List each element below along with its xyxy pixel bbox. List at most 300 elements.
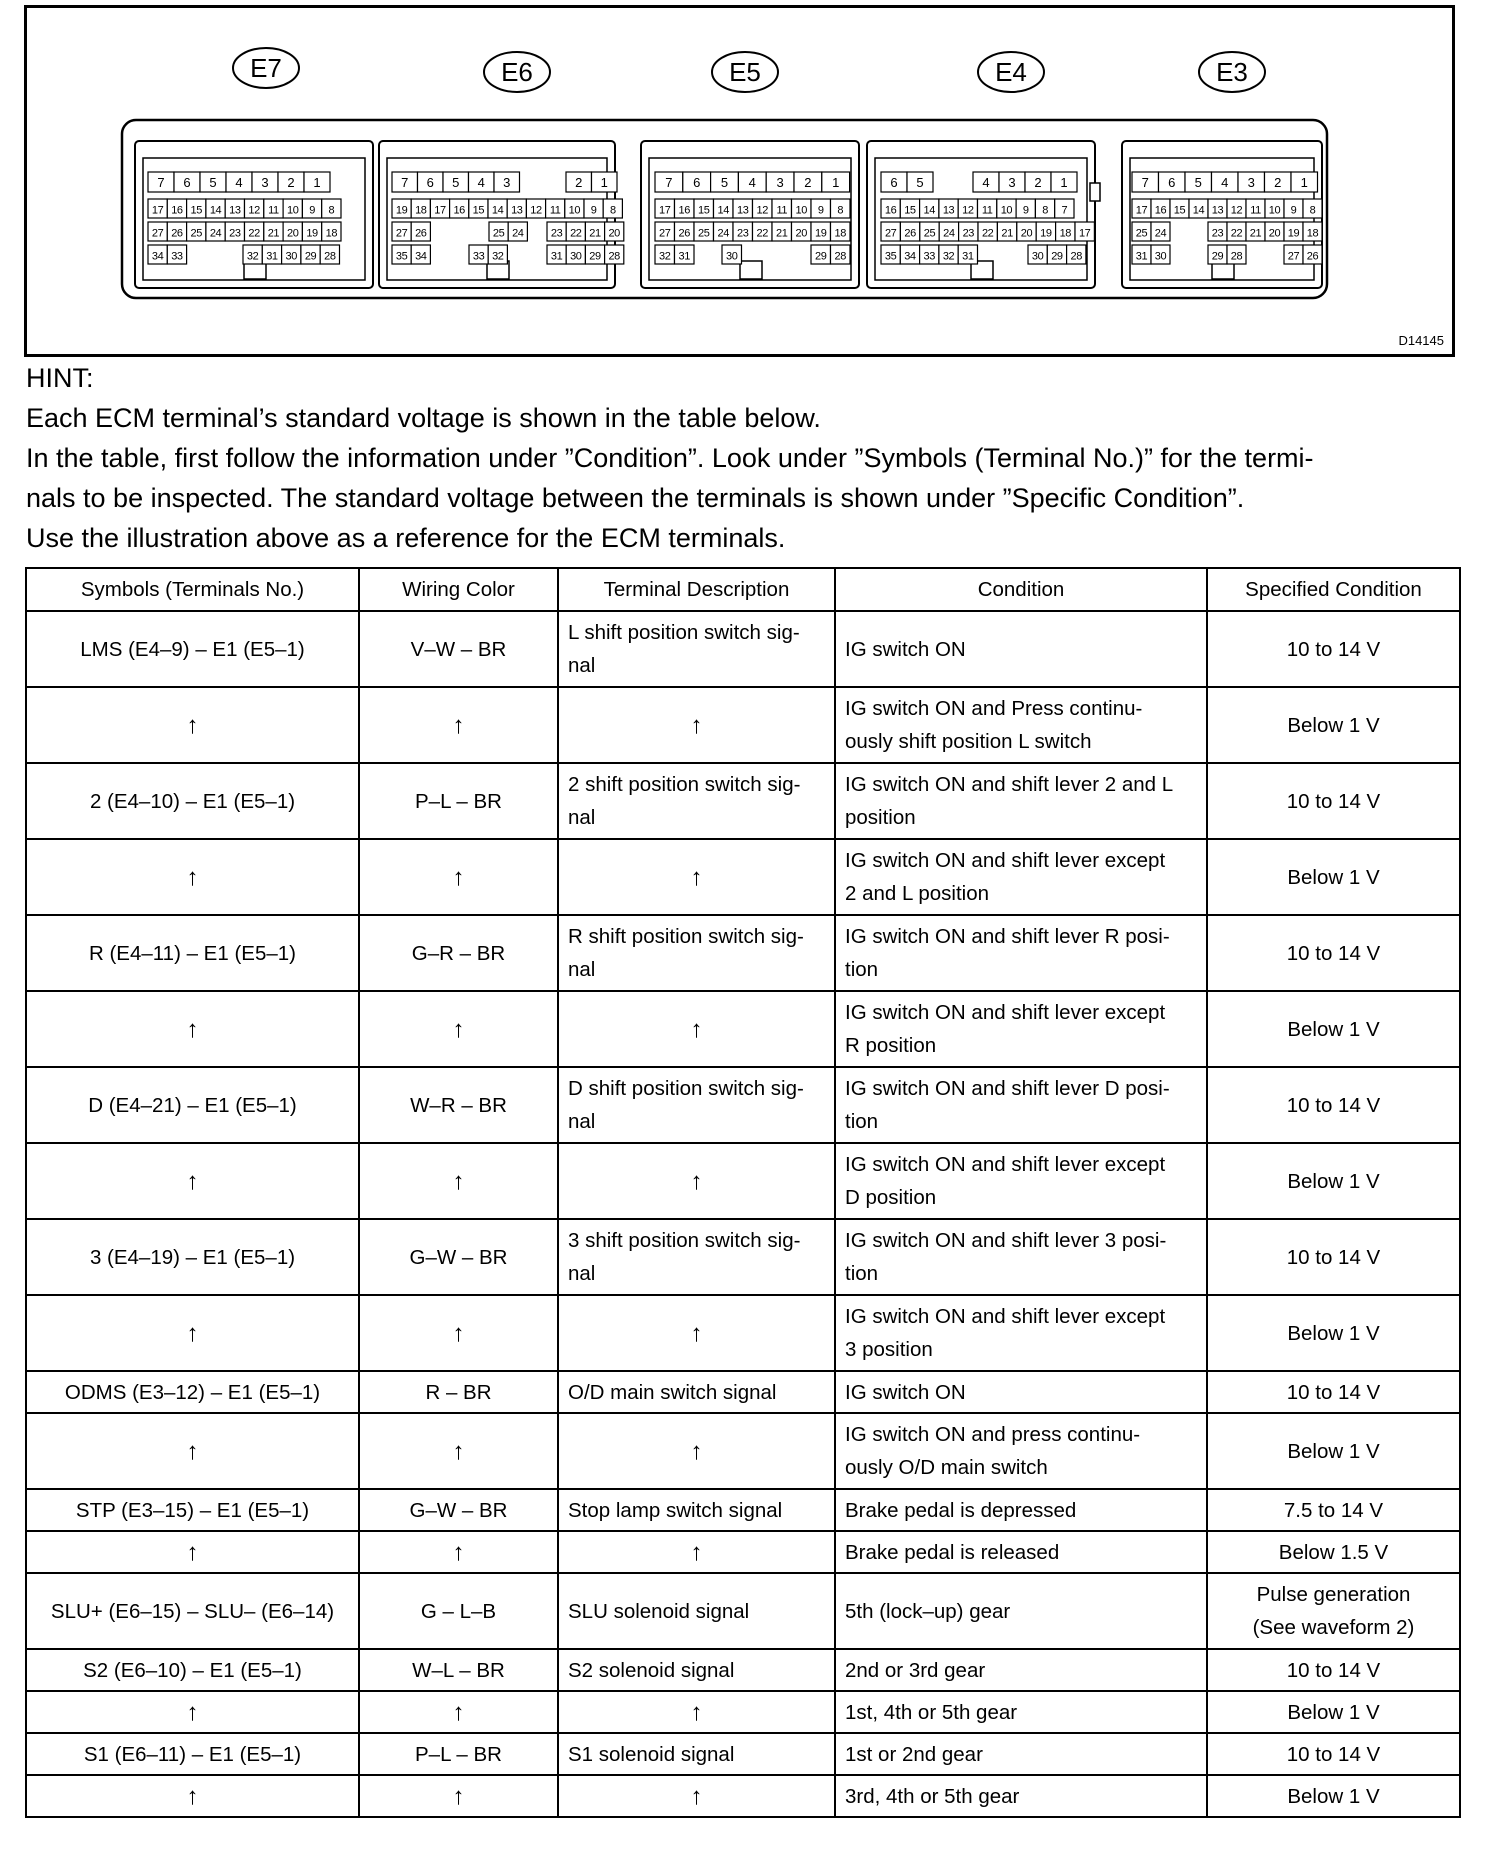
cell-symbol: ↑ (26, 1295, 359, 1371)
e4-pin-label: 32 (942, 250, 955, 263)
e5-pin-label: 12 (756, 204, 768, 217)
cell-specified-condition: Below 1 V (1207, 839, 1460, 915)
e5-pin-label: 16 (678, 204, 690, 217)
cell-symbol: S1 (E6–11) – E1 (E5–1) (26, 1733, 359, 1775)
e3-pin-label: 24 (1154, 227, 1167, 240)
table-row (26, 1691, 1460, 1733)
table-row (26, 1531, 1460, 1573)
cell-specified-condition: 10 to 14 V (1207, 763, 1460, 839)
e3-pin-label: 19 (1287, 227, 1300, 240)
e7-pin-label: 5 (209, 175, 217, 190)
e3-pin-label: 13 (1211, 204, 1224, 217)
header-terminal-description: Terminal Description (558, 568, 835, 611)
e7-pin-label: 25 (190, 227, 202, 240)
hint-section (26, 358, 1466, 558)
cell-specified-condition: 10 to 14 V (1207, 1219, 1460, 1295)
terminal-voltage-table (25, 567, 1461, 1818)
cell-terminal-description: ↑ (558, 687, 835, 763)
cell-wiring-color: ↑ (359, 1691, 558, 1733)
e3-pin-label: 5 (1194, 175, 1202, 190)
e6-pin-label: 3 (503, 175, 511, 190)
cell-condition: IG switch ON (835, 611, 1207, 687)
cell-condition: IG switch ON and shift lever D posi- tion (835, 1067, 1207, 1143)
e6-pin-label: 20 (608, 227, 620, 240)
e3-label: E3 (1216, 57, 1248, 87)
cell-symbol: S2 (E6–10) – E1 (E5–1) (26, 1649, 359, 1691)
cell-terminal-description: ↑ (558, 991, 835, 1067)
e6-pin-label: 31 (550, 250, 563, 263)
table-row (26, 915, 1460, 991)
cell-symbol: LMS (E4–9) – E1 (E5–1) (26, 611, 359, 687)
e5-pin-label: 29 (815, 250, 827, 263)
e7-pin-label: 2 (287, 175, 295, 190)
cell-wiring-color: R – BR (359, 1371, 558, 1413)
table-row (26, 1649, 1460, 1691)
e6-pin-label: 4 (477, 175, 485, 190)
e7-pin-label: 4 (235, 175, 243, 190)
cell-terminal-description: ↑ (558, 1775, 835, 1817)
e6-pin-label: 18 (415, 204, 427, 217)
e4-pin-label: 5 (916, 175, 924, 190)
cell-wiring-color: ↑ (359, 839, 558, 915)
table-header-row (26, 568, 1460, 611)
cell-condition: 3rd, 4th or 5th gear (835, 1775, 1207, 1817)
e7-pin-label: 30 (285, 250, 297, 263)
e3-pin-label: 7 (1141, 175, 1149, 190)
cell-specified-condition: 10 to 14 V (1207, 1649, 1460, 1691)
e6-pin-label: 21 (589, 227, 601, 240)
e3-pin-label: 8 (1309, 204, 1316, 217)
e5-pin-label: 32 (659, 250, 671, 263)
cell-condition: IG switch ON and shift lever except 2 and L position (835, 839, 1207, 915)
hint-title: HINT: (26, 363, 94, 393)
table-row (26, 1219, 1460, 1295)
cell-specified-condition: 10 to 14 V (1207, 1371, 1460, 1413)
e5-pin-label: 6 (693, 175, 701, 190)
e3-pin-label: 30 (1154, 250, 1167, 263)
cell-condition: IG switch ON (835, 1371, 1207, 1413)
header-symbols: Symbols (Terminals No.) (26, 568, 359, 611)
e6-pin-label: 35 (395, 250, 408, 263)
e6-pin-label: 19 (395, 204, 408, 217)
cell-terminal-description: Stop lamp switch signal (558, 1489, 835, 1531)
table-row (26, 1489, 1460, 1531)
e5-pin-label: 14 (717, 204, 729, 217)
e6-pin-label: 32 (492, 250, 504, 263)
e4-pin-label: 28 (1070, 250, 1082, 263)
e5-pin-label: 23 (737, 227, 749, 240)
cell-specified-condition: Below 1.5 V (1207, 1531, 1460, 1573)
e4-side-clip (1090, 183, 1100, 201)
e4-pin-label: 20 (1020, 227, 1033, 240)
e4-pin-label: 11 (981, 204, 993, 217)
e7-pin-label: 18 (325, 227, 338, 240)
cell-wiring-color: G–W – BR (359, 1489, 558, 1531)
e4-pin-label: 34 (904, 250, 916, 263)
e5-pin-label: 18 (834, 227, 846, 240)
e7-pin-label: 11 (268, 204, 279, 217)
e3-pin-label: 14 (1192, 204, 1205, 217)
e7-pin-label: 9 (309, 204, 315, 217)
cell-symbol: ↑ (26, 1775, 359, 1817)
e6-pin-label: 1 (600, 175, 608, 190)
e7-pin-label: 31 (266, 250, 278, 263)
e5-pin-label: 13 (737, 204, 749, 217)
e4-pin-label: 18 (1059, 227, 1072, 240)
e7-pin-label: 8 (328, 204, 335, 217)
table-row (26, 1143, 1460, 1219)
cell-specified-condition: Pulse generation (See waveform 2) (1207, 1573, 1460, 1649)
e3-pin-label: 6 (1168, 175, 1176, 190)
cell-symbol: ↑ (26, 1413, 359, 1489)
table-row (26, 991, 1460, 1067)
e7-label: E7 (250, 53, 282, 83)
e4-pin-label: 27 (884, 227, 897, 240)
e7-pin-label: 26 (171, 227, 183, 240)
e4-pin-label: 35 (884, 250, 897, 263)
e5-pin-label: 11 (776, 204, 788, 217)
table-row (26, 687, 1460, 763)
e3-pin-label: 4 (1221, 175, 1229, 190)
cell-symbol: ODMS (E3–12) – E1 (E5–1) (26, 1371, 359, 1413)
e3-pin-label: 28 (1230, 250, 1243, 263)
e3-pin-label: 25 (1135, 227, 1148, 240)
cell-terminal-description: ↑ (558, 839, 835, 915)
e5-pin-label: 17 (659, 204, 671, 217)
cell-condition: IG switch ON and shift lever except R position (835, 991, 1207, 1067)
cell-specified-condition: 10 to 14 V (1207, 915, 1460, 991)
e6-pin-label: 34 (415, 250, 427, 263)
e3-pin-label: 20 (1268, 227, 1281, 240)
e6-pin-label: 14 (491, 204, 504, 217)
cell-symbol: ↑ (26, 1691, 359, 1733)
e5-pin-label: 1 (832, 175, 840, 190)
table-row (26, 1067, 1460, 1143)
cell-terminal-description: R shift position switch sig- nal (558, 915, 835, 991)
cell-terminal-description: O/D main switch signal (558, 1371, 835, 1413)
e3-pin-label: 18 (1306, 227, 1319, 240)
cell-terminal-description: ↑ (558, 1295, 835, 1371)
e7-pin-label: 12 (248, 204, 260, 217)
e6-pin-label: 2 (575, 175, 583, 190)
header-wiring-color: Wiring Color (359, 568, 558, 611)
table-row (26, 763, 1460, 839)
cell-condition: IG switch ON and shift lever except D position (835, 1143, 1207, 1219)
cell-condition: 2nd or 3rd gear (835, 1649, 1207, 1691)
e3-pin-label: 26 (1306, 250, 1319, 263)
cell-terminal-description: S2 solenoid signal (558, 1649, 835, 1691)
e7-pin-label: 17 (151, 204, 164, 217)
e7-pin-label: 1 (313, 175, 321, 190)
e6-pin-label: 23 (550, 227, 563, 240)
e4-pin-label: 30 (1031, 250, 1044, 263)
header-condition: Condition (835, 568, 1207, 611)
e4-pin-label: 1 (1060, 175, 1068, 190)
cell-terminal-description: 2 shift position switch sig- nal (558, 763, 835, 839)
table-row (26, 839, 1460, 915)
cell-condition: IG switch ON and shift lever except 3 position (835, 1295, 1207, 1371)
e7-pin-label: 15 (190, 204, 202, 217)
cell-symbol: D (E4–21) – E1 (E5–1) (26, 1067, 359, 1143)
cell-symbol: 2 (E4–10) – E1 (E5–1) (26, 763, 359, 839)
e6-pin-label: 27 (395, 227, 408, 240)
e4-pin-label: 22 (981, 227, 994, 240)
e3-pin-label: 17 (1135, 204, 1148, 217)
e3-pin-label: 2 (1274, 175, 1282, 190)
cell-specified-condition: Below 1 V (1207, 1143, 1460, 1219)
e4-pin-label: 14 (923, 204, 935, 217)
cell-symbol: ↑ (26, 687, 359, 763)
e3-pin-label: 16 (1154, 204, 1167, 217)
e3-pin-label: 15 (1173, 204, 1186, 217)
cell-symbol: R (E4–11) – E1 (E5–1) (26, 915, 359, 991)
e4-pin-label: 17 (1078, 227, 1091, 240)
e7-pin-label: 13 (229, 204, 241, 217)
figure-code: D14145 (1398, 333, 1444, 348)
e4-pin-label: 13 (942, 204, 955, 217)
e6-label: E6 (501, 57, 533, 87)
cell-specified-condition: Below 1 V (1207, 991, 1460, 1067)
e7-pin-label: 29 (304, 250, 317, 263)
e7-pin-label: 33 (171, 250, 183, 263)
cell-wiring-color: ↑ (359, 1775, 558, 1817)
cell-terminal-description: L shift position switch sig- nal (558, 611, 835, 687)
e3-pin-label: 29 (1211, 250, 1224, 263)
e5-label: E5 (729, 57, 761, 87)
e6-pin-label: 26 (415, 227, 427, 240)
e3-pin-label: 9 (1290, 204, 1297, 217)
e5-pin-label: 22 (756, 227, 768, 240)
cell-wiring-color: ↑ (359, 1143, 558, 1219)
e4-pin-label: 12 (962, 204, 974, 217)
e4-pin-label: 6 (890, 175, 898, 190)
e4-pin-label: 4 (982, 175, 990, 190)
e5-latch (740, 261, 762, 279)
e3-pin-label: 23 (1211, 227, 1224, 240)
cell-specified-condition: Below 1 V (1207, 1775, 1460, 1817)
e3-pin-label: 1 (1300, 175, 1308, 190)
e6-pin-label: 12 (530, 204, 542, 217)
cell-condition: IG switch ON and shift lever R posi- tion (835, 915, 1207, 991)
cell-terminal-description: 3 shift position switch sig- nal (558, 1219, 835, 1295)
e7-pin-label: 16 (171, 204, 183, 217)
e4-pin-label: 23 (962, 227, 975, 240)
e7-pin-label: 23 (229, 227, 241, 240)
e5-pin-label: 28 (834, 250, 846, 263)
cell-specified-condition: Below 1 V (1207, 1295, 1460, 1371)
cell-specified-condition: Below 1 V (1207, 1691, 1460, 1733)
cell-wiring-color: ↑ (359, 991, 558, 1067)
cell-condition: IG switch ON and Press continu- ously shift position L switch (835, 687, 1207, 763)
e7-pin-label: 7 (157, 175, 165, 190)
cell-specified-condition: 7.5 to 14 V (1207, 1489, 1460, 1531)
e5-pin-label: 7 (665, 175, 673, 190)
header-specified-condition: Specified Condition (1207, 568, 1460, 611)
hint-line-4: Use the illustration above as a reference for the ECM terminals. (26, 523, 786, 553)
cell-condition: Brake pedal is released (835, 1531, 1207, 1573)
e3-pin-label: 22 (1230, 227, 1243, 240)
cell-wiring-color: W–L – BR (359, 1649, 558, 1691)
e5-pin-label: 27 (659, 227, 671, 240)
e4-pin-label: 29 (1051, 250, 1063, 263)
e5-pin-label: 30 (726, 250, 738, 263)
cell-wiring-color: G–R – BR (359, 915, 558, 991)
e4-pin-label: 16 (884, 204, 897, 217)
e3-pin-label: 11 (1250, 204, 1261, 217)
cell-specified-condition: 10 to 14 V (1207, 1067, 1460, 1143)
cell-condition: 1st, 4th or 5th gear (835, 1691, 1207, 1733)
e7-pin-label: 21 (267, 227, 280, 240)
e3-pin-label: 3 (1247, 175, 1255, 190)
e7-pin-label: 27 (151, 227, 164, 240)
e5-pin-label: 8 (837, 204, 844, 217)
table-row (26, 1573, 1460, 1649)
e4-pin-label: 10 (1000, 204, 1013, 217)
cell-wiring-color: G – L–B (359, 1573, 558, 1649)
cell-wiring-color: G–W – BR (359, 1219, 558, 1295)
cell-wiring-color: P–L – BR (359, 1733, 558, 1775)
cell-terminal-description: ↑ (558, 1531, 835, 1573)
cell-symbol: ↑ (26, 839, 359, 915)
ecm-connector-figure (24, 5, 1455, 357)
e3-pin-label: 21 (1249, 227, 1262, 240)
cell-terminal-description: S1 solenoid signal (558, 1733, 835, 1775)
e4-pin-label: 9 (1022, 204, 1029, 217)
cell-symbol: ↑ (26, 1143, 359, 1219)
cell-terminal-description: ↑ (558, 1691, 835, 1733)
cell-terminal-description: ↑ (558, 1413, 835, 1489)
cell-specified-condition: 10 to 14 V (1207, 1733, 1460, 1775)
cell-wiring-color: ↑ (359, 1413, 558, 1489)
e5-pin-label: 4 (748, 175, 756, 190)
e6-pin-label: 13 (511, 204, 523, 217)
e6-pin-label: 28 (608, 250, 620, 263)
table-row (26, 1371, 1460, 1413)
e3-pin-label: 10 (1268, 204, 1281, 217)
cell-wiring-color: W–R – BR (359, 1067, 558, 1143)
e4-pin-label: 8 (1042, 204, 1048, 217)
e5-pin-label: 26 (678, 227, 690, 240)
e7-pin-label: 14 (209, 204, 222, 217)
cell-wiring-color: ↑ (359, 687, 558, 763)
e6-pin-label: 25 (492, 227, 505, 240)
e5-pin-label: 10 (795, 204, 807, 217)
e4-pin-label: 21 (1001, 227, 1013, 240)
e6-pin-label: 16 (453, 204, 465, 217)
e7-pin-label: 19 (306, 227, 318, 240)
e5-pin-label: 21 (776, 227, 788, 240)
e4-pin-label: 24 (943, 227, 955, 240)
table-row (26, 1775, 1460, 1817)
cell-symbol: ↑ (26, 1531, 359, 1573)
e6-pin-label: 8 (609, 204, 616, 217)
e4-pin-label: 26 (904, 227, 916, 240)
e6-pin-label: 7 (401, 175, 409, 190)
table-row (26, 1733, 1460, 1775)
e6-pin-label: 29 (589, 250, 601, 263)
cell-symbol: ↑ (26, 991, 359, 1067)
e7-pin-label: 6 (183, 175, 191, 190)
cell-wiring-color: ↑ (359, 1531, 558, 1573)
cell-wiring-color: P–L – BR (359, 763, 558, 839)
e5-pin-label: 5 (720, 175, 729, 190)
cell-specified-condition: Below 1 V (1207, 687, 1460, 763)
table-row (26, 1413, 1460, 1489)
e3-pin-label: 27 (1287, 250, 1300, 263)
e7-pin-label: 32 (246, 250, 259, 263)
e7-pin-label: 10 (287, 204, 299, 217)
e6-pin-label: 30 (570, 250, 582, 263)
cell-symbol: SLU+ (E6–15) – SLU– (E6–14) (26, 1573, 359, 1649)
table-row (26, 611, 1460, 687)
e5-pin-label: 9 (817, 204, 824, 217)
connector-diagram (27, 8, 1452, 354)
cell-terminal-description: SLU solenoid signal (558, 1573, 835, 1649)
e5-pin-label: 15 (698, 204, 710, 217)
e6-pin-label: 24 (512, 227, 524, 240)
cell-condition: IG switch ON and press continu- ously O/D main switch (835, 1413, 1207, 1489)
e6-pin-label: 17 (434, 204, 446, 217)
e6-pin-label: 10 (568, 204, 581, 217)
cell-wiring-color: ↑ (359, 1295, 558, 1371)
e6-pin-label: 15 (472, 204, 485, 217)
cell-condition: 1st or 2nd gear (835, 1733, 1207, 1775)
e3-pin-label: 12 (1230, 204, 1243, 217)
e7-pin-label: 34 (151, 250, 164, 263)
e5-pin-label: 3 (776, 175, 784, 190)
e7-pin-label: 3 (261, 175, 269, 190)
e7-pin-label: 22 (248, 227, 260, 240)
cell-symbol: STP (E3–15) – E1 (E5–1) (26, 1489, 359, 1531)
e4-pin-label: 7 (1061, 204, 1068, 217)
cell-wiring-color: V–W – BR (359, 611, 558, 687)
e3-pin-label: 31 (1135, 250, 1148, 263)
e5-pin-label: 19 (815, 227, 827, 240)
e4-pin-label: 31 (962, 250, 974, 263)
cell-condition: Brake pedal is depressed (835, 1489, 1207, 1531)
e4-pin-label: 33 (923, 250, 935, 263)
e5-pin-label: 2 (804, 175, 812, 190)
e6-pin-label: 11 (549, 204, 561, 217)
e4-pin-label: 25 (923, 227, 936, 240)
e4-pin-label: 2 (1034, 175, 1042, 190)
e6-pin-label: 6 (426, 175, 434, 190)
e7-pin-label: 28 (324, 250, 336, 263)
e4-label: E4 (995, 57, 1027, 87)
cell-condition: IG switch ON and shift lever 3 posi- tion (835, 1219, 1207, 1295)
cell-terminal-description: ↑ (558, 1143, 835, 1219)
hint-line-2: In the table, first follow the information under ”Condition”. Look under ”Symbols (Terminal No.)” for the termi- (26, 443, 1314, 473)
cell-specified-condition: 10 to 14 V (1207, 611, 1460, 687)
e6-pin-label: 5 (452, 175, 460, 190)
e7-pin-label: 20 (287, 227, 299, 240)
table-row (26, 1295, 1460, 1371)
cell-condition: 5th (lock–up) gear (835, 1573, 1207, 1649)
e5-pin-label: 25 (698, 227, 710, 240)
e5-pin-label: 20 (795, 227, 807, 240)
e6-pin-label: 22 (570, 227, 582, 240)
e7-pin-label: 24 (209, 227, 222, 240)
cell-specified-condition: Below 1 V (1207, 1413, 1460, 1489)
e6-pin-label: 9 (590, 204, 597, 217)
e4-pin-label: 15 (904, 204, 916, 217)
cell-terminal-description: D shift position switch sig- nal (558, 1067, 835, 1143)
e5-pin-label: 31 (678, 250, 690, 263)
cell-condition: IG switch ON and shift lever 2 and L position (835, 763, 1207, 839)
e4-pin-label: 19 (1040, 227, 1052, 240)
cell-symbol: 3 (E4–19) – E1 (E5–1) (26, 1219, 359, 1295)
hint-line-1: Each ECM terminal’s standard voltage is shown in the table below. (26, 403, 821, 433)
